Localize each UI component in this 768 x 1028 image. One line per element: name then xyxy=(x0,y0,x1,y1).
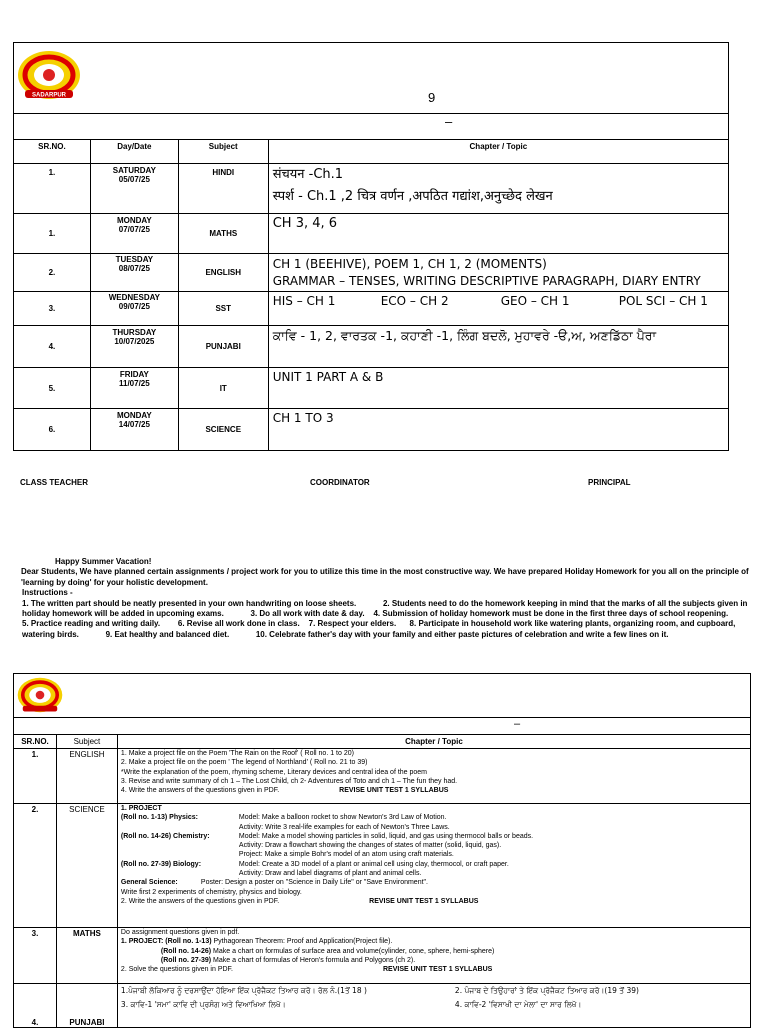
day-date: TUESDAY 08/07/25 xyxy=(90,254,178,292)
sr-no: 6. xyxy=(14,409,91,451)
day-date: MONDAY 07/07/25 xyxy=(90,214,178,254)
schedule-row xyxy=(14,214,729,254)
hw-subject: MATHS xyxy=(56,928,117,984)
hw-topic: 1. PROJECT (Roll no. 1-13) Physics: Model: Make a balloon rocket to show Newton's 3rd Law of Motion. Activity: Write 3 real-life examples for each of Newton's Three Laws. (Roll no. 14-26) Chemistry: Model: Make a model showing particles in solid, liquid, and gas using thermocol balls or beads. Activity: Draw a flowchart showing the changes of states of matter (solid, liquid, gas). Project: Make a simple Bohr's model of an atom using craft materials. (Roll no. 27-39) Biology: Model: Create a 3D model of a plant or animal cell using clay, thermocol, or craft paper. Activity: Draw and label diagrams of plant and animal cells. General Science: Poster: Design a poster on "Science in Daily Life" or "Save Environment". Write first 2 experiments of chemistry, physics and biology. 2. Write the answers of the questions given in PDF. REVISE UNIT TEST 1 SYLLABUS xyxy=(117,804,750,928)
hw-sr: 3. xyxy=(14,928,57,984)
schedule-row xyxy=(14,292,729,326)
day-date: WEDNESDAY 09/07/25 xyxy=(90,292,178,326)
hw-row-punjabi xyxy=(14,984,751,1028)
class-teacher-label: CLASS TEACHER xyxy=(20,478,89,487)
hw-subject: ENGLISH xyxy=(56,749,117,804)
coordinator-label: COORDINATOR xyxy=(310,478,370,487)
hw-topic: 1.ਪੰਜਾਬੀ ਲੋਕਿਆਰ ਨੂੰ ਦਰਸਾਉਂਦਾ ਹੋਇਆ ਇੱਕ ਪ੍ਰੋਜੈਕਟ ਤਿਆਰ ਕਰੋ। ਰੋਲ ਨੰ.(1ਤੋਂ 18 ) 2. ਪੰਜਾਬ ਦੇ ਤਿਉਹਾਰਾਂ ਤੇ ਇੱਕ ਪ੍ਰੋਜੈਕਟ ਤਿਆਰ ਕਰੋ।(19 ਤੋਂ 39) 3. ਕਾਵਿ-1 'ਸਮਾ' ਕਾਵਿ ਦੀ ਪ੍ਰਸੰਗ ਅਤੇ ਵਿਆਖਿਆ ਲਿਖੋ। 4. ਕਾਵਿ-2 'ਵਿਸਾਖੀ ਦਾ ਮੇਲਾ' ਦਾ ਸਾਰ ਲਿਖੋ। xyxy=(117,984,750,1028)
logo-text: SADARPUR xyxy=(31,92,67,99)
schedule-row xyxy=(14,409,729,451)
hw-dash: – xyxy=(514,718,521,730)
sr-no: 1. xyxy=(14,164,91,214)
hw-topic: 1. Make a project file on the Poem 'The Rain on the Roof' ( Roll no. 1 to 20) 2. Make a project file on the poem ' The legend of Northland' ( Roll no. 21 to 39) *Write the explanation of the poem, rhyming scheme, Literary devices and central idea of the poem 3. Revise and write summary of ch 1 – The Lost Child, ch 2- Adventures of Toto and ch 1 – The fun they had. 4. Write the answers of the questions given in PDF. REVISE UNIT TEST 1 SYLLABUS xyxy=(117,749,750,804)
subject: IT xyxy=(178,368,268,409)
instructions-list: 1. The written part should be neatly presented in your own handwriting on loose sheets. 2. Students need to do the homework keeping in mind that the marks of all the subjects given in holiday homework will be added in upcoming exams. 3. Do all work with date & day. 4. Submission of holiday homework must be done in the first three days of school reopening. 5. Practice reading and writing daily. 6. Revise all work done in class. 7. Respect your elders. 8. Participate in household work like watering plants, organizing room, and cupboard, watering birds. 9. Eat healthy and balanced diet. 10. Celebrate father's day with your family and either paste pictures of celebration and write a few lines on it. xyxy=(22,598,755,639)
topic: UNIT 1 PART A & B xyxy=(268,368,728,409)
hw-header-row xyxy=(14,674,751,718)
hw-sr: 4. xyxy=(14,984,57,1028)
topic: CH 3, 4, 6 xyxy=(268,214,728,254)
principal-label: PRINCIPAL xyxy=(588,478,631,487)
sr-no: 3. xyxy=(14,292,91,326)
exam-schedule-table xyxy=(13,42,729,451)
sr-no: 5. xyxy=(14,368,91,409)
header-dash: – xyxy=(445,114,453,129)
subject: SCIENCE xyxy=(178,409,268,451)
hw-subheader-row xyxy=(14,718,751,735)
subject: HINDI xyxy=(178,164,268,214)
intro-text: Dear Students, We have planned certain assignments / project work for you to utilize this time in the most constructive way. We have prepared Holiday Homework for you all on the principle of 'learning by doing' for your holistic development. xyxy=(21,567,749,587)
hw-col-topic: Chapter / Topic xyxy=(117,735,750,749)
hw-sr: 2. xyxy=(14,804,57,928)
topic-his: HIS – CH 1 xyxy=(272,294,336,308)
schedule-row xyxy=(14,254,729,292)
day-date: MONDAY 14/07/25 xyxy=(90,409,178,451)
topic-eco: ECO – CH 2 xyxy=(380,294,449,308)
col-header-srno: SR.NO. xyxy=(14,140,91,164)
sr-no: 1. xyxy=(14,214,91,254)
homework-table xyxy=(13,673,751,1028)
greeting: Happy Summer Vacation! xyxy=(55,557,152,566)
subject: MATHS xyxy=(178,214,268,254)
subject: ENGLISH xyxy=(178,254,268,292)
topic: संचयन -Ch.1 स्पर्श - Ch.1 ,2 चित्र वर्णन ,अपठित गद्यांश,अनुच्छेद लेखन xyxy=(268,164,728,214)
col-header-subject: Subject xyxy=(178,140,268,164)
schedule-row xyxy=(14,326,729,368)
subheader-row xyxy=(14,114,729,140)
topic: CH 1 TO 3 xyxy=(268,409,728,451)
hw-sr: 1. xyxy=(14,749,57,804)
class-number: 9 xyxy=(428,90,436,105)
topic-geo: GEO – CH 1 xyxy=(500,294,570,308)
hw-subject: PUNJABI xyxy=(56,984,117,1028)
sr-no: 2. xyxy=(14,254,91,292)
hw-row-maths xyxy=(14,928,751,984)
schedule-row xyxy=(14,164,729,214)
sr-no: 4. xyxy=(14,326,91,368)
topic: CH 1 (BEEHIVE), POEM 1, CH 1, 2 (MOMENTS) GRAMMAR – TENSES, WRITING DESCRIPTIVE PARAGRAPH, DIARY ENTRY xyxy=(268,254,728,292)
topic xyxy=(268,292,728,326)
hw-col-srno: SR.NO. xyxy=(14,735,57,749)
col-header-topic: Chapter / Topic xyxy=(268,140,728,164)
hw-row-english xyxy=(14,749,751,804)
instructions-label: Instructions - xyxy=(22,588,73,598)
topic: ਕਾਵਿ - 1, 2, ਵਾਰਤਕ -1, ਕਹਾਣੀ -1, ਲਿੰਗ ਬਦਲੋ, ਮੁਹਾਵਰੇ -ੳ,ਅ, ਅਣਡਿੱਠਾ ਪੈਰਾ xyxy=(268,326,728,368)
instructions-block xyxy=(22,557,757,640)
schedule-header-row xyxy=(14,140,729,164)
subject: PUNJABI xyxy=(178,326,268,368)
day-date: SATURDAY 05/07/25 xyxy=(90,164,178,214)
day-date: FRIDAY 11/07/25 xyxy=(90,368,178,409)
day-date: THURSDAY 10/07/2025 xyxy=(90,326,178,368)
hw-col-subject: Subject xyxy=(56,735,117,749)
hw-row-science xyxy=(14,804,751,928)
schedule-row xyxy=(14,368,729,409)
hw-subject: SCIENCE xyxy=(56,804,117,928)
hw-topic: Do assignment questions given in pdf. 1. PROJECT: (Roll no. 1-13) Pythagorean Theorem: Proof and Application(Project file). (Roll no. 14-26) Make a chart on formulas of surface area and volume(cylinder, cone, sphere, hemi-sphere) (Roll no. 27-39) Make a chart of formulas of Heron's formula and Polygons (ch 2). 2. Solve the questions given in PDF. REVISE UNIT TEST 1 SYLLABUS xyxy=(117,928,750,984)
header-row xyxy=(14,43,729,114)
col-header-day: Day/Date xyxy=(90,140,178,164)
subject: SST xyxy=(178,292,268,326)
topic-pol: POL SCI – CH 1 xyxy=(618,294,708,308)
hw-column-headers xyxy=(14,735,751,749)
